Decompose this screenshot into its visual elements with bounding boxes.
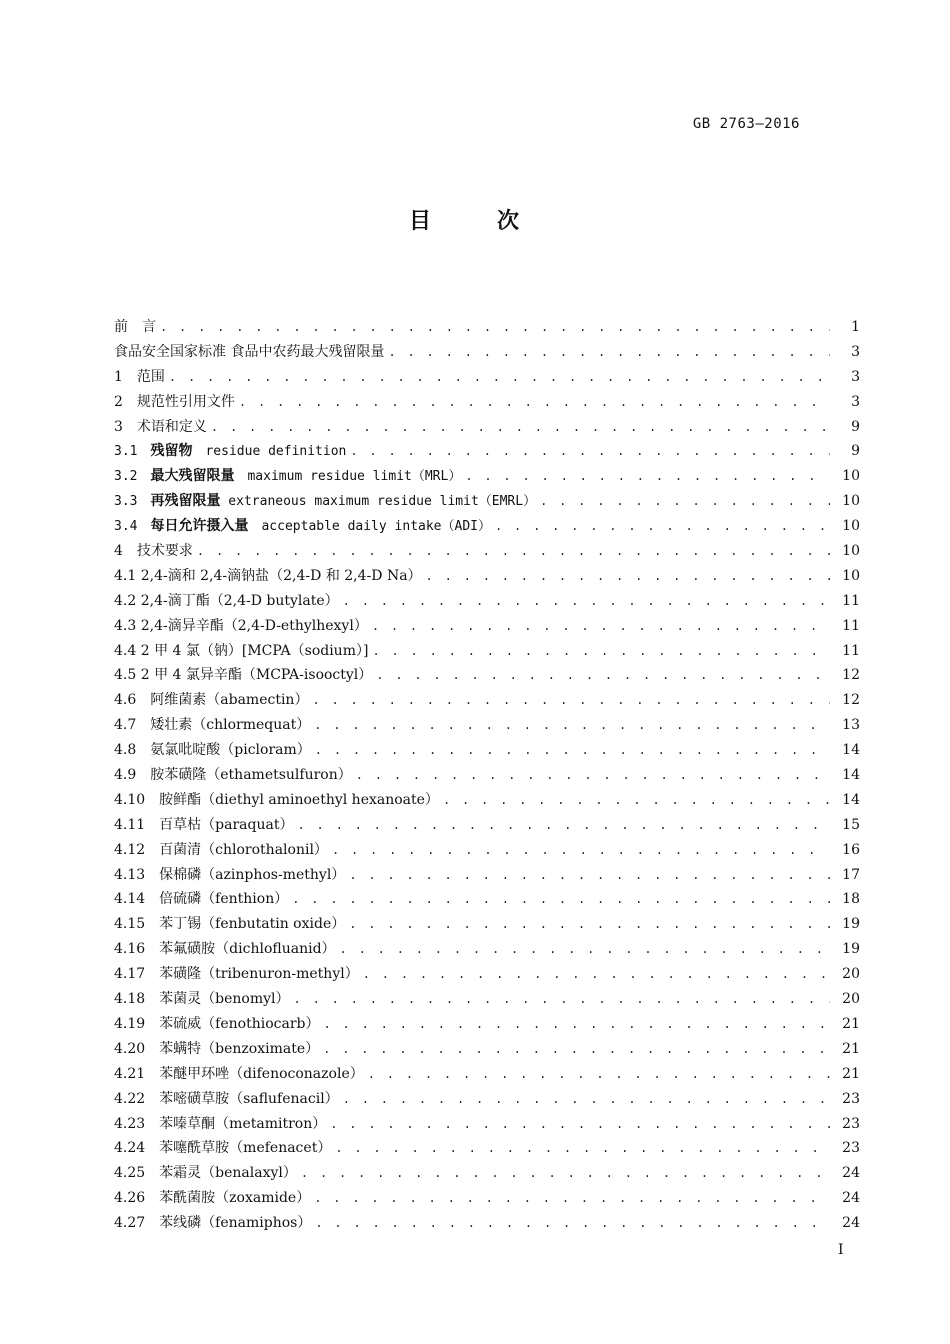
toc-leader-dots bbox=[239, 395, 830, 409]
toc-entry-label: 1 范围 bbox=[114, 368, 165, 385]
toc-entry-label: 4.24 苯噻酰草胺（mefenacet） bbox=[114, 1140, 332, 1157]
toc-entry-label: 4.20 苯螨特（benzoximate） bbox=[114, 1040, 320, 1057]
toc-entry[interactable] bbox=[114, 1063, 860, 1088]
toc-entry[interactable] bbox=[114, 316, 860, 341]
toc-leader-dots bbox=[312, 693, 830, 707]
toc-entry-label: 4.15 苯丁锡（fenbutatin oxide） bbox=[114, 916, 346, 933]
toc-leader-dots bbox=[315, 743, 830, 757]
toc-entry-label: 4.17 苯磺隆（tribenuron-methyl） bbox=[114, 966, 359, 983]
toc-entry-label bbox=[114, 490, 540, 510]
toc-entry[interactable] bbox=[114, 490, 860, 515]
page-title: 目 次 bbox=[408, 209, 541, 234]
toc-entry[interactable] bbox=[114, 590, 860, 615]
toc-leader-dots bbox=[323, 1017, 830, 1031]
toc-entry-page: 24 bbox=[842, 1215, 860, 1232]
toc-entry-term: 最大残留限量 bbox=[150, 468, 235, 485]
toc-entry-page: 23 bbox=[842, 1115, 860, 1132]
toc-entry-term: 残留物 bbox=[150, 443, 193, 460]
toc-leader-dots bbox=[363, 967, 830, 981]
toc-entry-english-term: residue definition bbox=[192, 444, 347, 460]
toc-entry-label: 4.18 苯菌灵（benomyl） bbox=[114, 991, 290, 1008]
toc-entry-number: 3.2 bbox=[114, 469, 151, 485]
toc-entry-page: 9 bbox=[851, 418, 860, 435]
toc-entry-label: 4.8 氨氯吡啶酸（picloram） bbox=[114, 742, 311, 759]
toc-entry[interactable] bbox=[114, 1212, 860, 1237]
toc-leader-dots bbox=[160, 320, 830, 334]
toc-entry-page: 21 bbox=[842, 1015, 860, 1032]
toc-entry[interactable] bbox=[114, 1113, 860, 1138]
toc-leader-dots bbox=[388, 345, 830, 359]
toc-leader-dots bbox=[294, 992, 830, 1006]
toc-entry-label: 4.26 苯酰菌胺（zoxamide） bbox=[114, 1190, 311, 1207]
toc-leader-dots bbox=[350, 444, 830, 458]
toc-entry-term: 再残留限量 bbox=[150, 493, 221, 510]
toc-entry-label: 4.12 百菌清（chlorothalonil） bbox=[114, 841, 328, 858]
toc-entry-page: 3 bbox=[851, 343, 860, 360]
toc-entry-page: 13 bbox=[842, 717, 860, 734]
toc-entry-page: 23 bbox=[842, 1140, 860, 1157]
toc-entry-label: 4.13 保棉磷（azinphos-methyl） bbox=[114, 866, 346, 883]
toc-entry-label: 4.9 胺苯磺隆（ethametsulfuron） bbox=[114, 767, 352, 784]
toc-entry-label: 4.21 苯醚甲环唑（difenoconazole） bbox=[114, 1065, 364, 1082]
toc-entry[interactable] bbox=[114, 391, 860, 416]
toc-entry[interactable] bbox=[114, 341, 860, 366]
toc-entry-label: 4.4 2 甲 4 氯（钠）[MCPA（sodium）] bbox=[114, 642, 369, 659]
toc-entry-number: 3.4 bbox=[114, 519, 151, 535]
toc-entry-page: 21 bbox=[842, 1040, 860, 1057]
toc-entry-page: 19 bbox=[842, 941, 860, 958]
toc-leader-dots bbox=[343, 1092, 830, 1106]
toc-leader-dots bbox=[465, 469, 830, 483]
toc-entry-label: 4.2 2,4-滴丁酯（2,4-D butylate） bbox=[114, 592, 339, 609]
toc-entry-page: 19 bbox=[842, 916, 860, 933]
toc-entry-page: 16 bbox=[842, 841, 860, 858]
toc-entry-page: 14 bbox=[842, 791, 860, 808]
toc-entry-label: 前 言 bbox=[114, 319, 156, 335]
toc-entry[interactable] bbox=[114, 366, 860, 391]
toc-entry-label bbox=[114, 465, 465, 485]
toc-entry[interactable] bbox=[114, 440, 860, 465]
toc-entry[interactable] bbox=[114, 1187, 860, 1212]
toc-entry-label: 4.6 阿维菌素（abamectin） bbox=[114, 692, 309, 709]
toc-leader-dots bbox=[323, 1042, 830, 1056]
toc-entry-page: 18 bbox=[842, 891, 860, 908]
toc-entry[interactable] bbox=[114, 739, 860, 764]
toc-entry-page: 17 bbox=[842, 866, 860, 883]
toc-entry[interactable] bbox=[114, 888, 860, 913]
toc-entry-number: 3.3 bbox=[114, 494, 151, 510]
toc-entry-page: 23 bbox=[842, 1090, 860, 1107]
toc-leader-dots bbox=[372, 644, 830, 658]
toc-leader-dots bbox=[314, 718, 830, 732]
toc-entry[interactable] bbox=[114, 913, 860, 938]
toc-entry-page: 15 bbox=[842, 816, 860, 833]
toc-entry-page: 10 bbox=[842, 493, 860, 510]
toc-entry[interactable] bbox=[114, 963, 860, 988]
toc-leader-dots bbox=[169, 370, 830, 384]
page-number: I bbox=[838, 1242, 844, 1258]
toc-leader-dots bbox=[495, 519, 830, 533]
toc-entry-label: 4.7 矮壮素（chlormequat） bbox=[114, 717, 311, 734]
standard-code: GB 2763—2016 bbox=[692, 116, 800, 132]
toc-entry[interactable] bbox=[114, 540, 860, 565]
toc-entry-page: 12 bbox=[842, 692, 860, 709]
toc-entry[interactable] bbox=[114, 416, 860, 441]
toc-leader-dots bbox=[443, 793, 830, 807]
toc-entry-english-term: acceptable daily intake（ADI） bbox=[248, 519, 491, 535]
toc-leader-dots bbox=[314, 1191, 830, 1205]
toc-entry-page: 11 bbox=[842, 592, 860, 609]
toc-entry-label: 4.11 百草枯（paraquat） bbox=[114, 816, 294, 833]
toc-leader-dots bbox=[330, 1117, 830, 1131]
toc-entry[interactable] bbox=[114, 1162, 860, 1187]
toc-entry-page: 24 bbox=[842, 1190, 860, 1207]
toc-entry-page: 3 bbox=[851, 368, 860, 385]
toc-entry[interactable] bbox=[114, 565, 860, 590]
toc-leader-dots bbox=[372, 619, 830, 633]
toc-leader-dots bbox=[340, 942, 830, 956]
toc-leader-dots bbox=[368, 1067, 830, 1081]
toc-entry-label: 食品安全国家标准 食品中农药最大残留限量 bbox=[114, 343, 385, 360]
toc-entry-page: 9 bbox=[851, 443, 860, 460]
toc-entry[interactable] bbox=[114, 640, 860, 665]
toc-entry[interactable] bbox=[114, 988, 860, 1013]
toc-leader-dots bbox=[335, 1141, 830, 1155]
toc-entry-page: 20 bbox=[842, 966, 860, 983]
toc-entry-english-term: extraneous maximum residue limit（EMRL） bbox=[220, 494, 537, 510]
toc-entry[interactable] bbox=[114, 664, 860, 689]
toc-entry-label: 4.25 苯霜灵（benalaxyl） bbox=[114, 1165, 297, 1182]
toc-entry-page: 10 bbox=[842, 567, 860, 584]
toc-entry-label: 4.5 2 甲 4 氯异辛酯（MCPA-isooctyl） bbox=[114, 667, 373, 684]
toc-entry[interactable] bbox=[114, 814, 860, 839]
toc-entry[interactable] bbox=[114, 864, 860, 889]
toc-leader-dots bbox=[349, 917, 830, 931]
toc-entry-label: 4.19 苯硫威（fenothiocarb） bbox=[114, 1015, 320, 1032]
toc-leader-dots bbox=[332, 843, 830, 857]
toc-entry[interactable] bbox=[114, 689, 860, 714]
toc-entry-label: 4 技术要求 bbox=[114, 543, 193, 560]
toc-entry-page: 11 bbox=[842, 642, 860, 659]
toc-entry-label: 4.3 2,4-滴异辛酯（2,4-D-ethylhexyl） bbox=[114, 617, 368, 634]
toc-entry[interactable] bbox=[114, 465, 860, 490]
toc-leader-dots bbox=[292, 892, 830, 906]
toc-entry[interactable] bbox=[114, 515, 860, 540]
toc-entry-page: 14 bbox=[842, 767, 860, 784]
toc-entry[interactable] bbox=[114, 714, 860, 739]
toc-entry-label: 4.27 苯线磷（fenamiphos） bbox=[114, 1215, 312, 1232]
toc-leader-dots bbox=[376, 668, 830, 682]
toc-entry-term: 每日允许摄入量 bbox=[150, 518, 249, 535]
toc-entry-label: 4.16 苯氟磺胺（dichlofluanid） bbox=[114, 941, 336, 958]
toc-leader-dots bbox=[426, 569, 830, 583]
toc-leader-dots bbox=[349, 868, 830, 882]
toc-entry-label: 4.23 苯嗪草酮（metamitron） bbox=[114, 1115, 327, 1132]
toc-leader-dots bbox=[315, 1216, 830, 1230]
toc-entry-label: 4.14 倍硫磷（fenthion） bbox=[114, 891, 289, 908]
toc-entry[interactable] bbox=[114, 938, 860, 963]
toc-leader-dots bbox=[211, 420, 830, 434]
toc-entry[interactable] bbox=[114, 1013, 860, 1038]
toc-entry-label: 4.1 2,4-滴和 2,4-滴钠盐（2,4-D 和 2,4-D Na） bbox=[114, 567, 422, 584]
toc-entry[interactable] bbox=[114, 789, 860, 814]
toc-entry-label bbox=[114, 440, 350, 460]
toc-leader-dots bbox=[343, 594, 830, 608]
toc-leader-dots bbox=[197, 544, 830, 558]
toc-entry-page: 3 bbox=[851, 393, 860, 410]
toc-entry[interactable] bbox=[114, 839, 860, 864]
toc-leader-dots bbox=[540, 494, 830, 508]
toc-entry-page: 10 bbox=[842, 518, 860, 535]
toc-entry-label: 2 规范性引用文件 bbox=[114, 393, 235, 410]
toc-entry[interactable] bbox=[114, 1088, 860, 1113]
toc-entry-page: 10 bbox=[842, 468, 860, 485]
toc-entry-page: 11 bbox=[842, 617, 860, 634]
toc-entry-page: 21 bbox=[842, 1065, 860, 1082]
toc-entry-page: 12 bbox=[842, 667, 860, 684]
toc-entry[interactable] bbox=[114, 1137, 860, 1162]
toc-leader-dots bbox=[356, 768, 830, 782]
toc-entry-label: 4.22 苯嘧磺草胺（saflufenacil） bbox=[114, 1090, 339, 1107]
toc-entry-page: 14 bbox=[842, 742, 860, 759]
table-of-contents bbox=[114, 316, 860, 1237]
toc-entry[interactable] bbox=[114, 1038, 860, 1063]
toc-leader-dots bbox=[301, 1166, 830, 1180]
toc-entry-label bbox=[114, 515, 495, 535]
toc-leader-dots bbox=[297, 818, 830, 832]
toc-entry[interactable] bbox=[114, 615, 860, 640]
toc-entry-english-term: maximum residue limit（MRL） bbox=[234, 469, 462, 485]
toc-entry-number: 3.1 bbox=[114, 444, 151, 460]
toc-entry-page: 20 bbox=[842, 991, 860, 1008]
toc-entry-label: 4.10 胺鲜酯（diethyl aminoethyl hexanoate） bbox=[114, 791, 439, 808]
toc-entry-page: 24 bbox=[842, 1165, 860, 1182]
toc-entry-label: 3 术语和定义 bbox=[114, 418, 207, 435]
toc-entry-page: 1 bbox=[851, 319, 860, 335]
toc-entry-page: 10 bbox=[842, 543, 860, 560]
toc-entry[interactable] bbox=[114, 764, 860, 789]
